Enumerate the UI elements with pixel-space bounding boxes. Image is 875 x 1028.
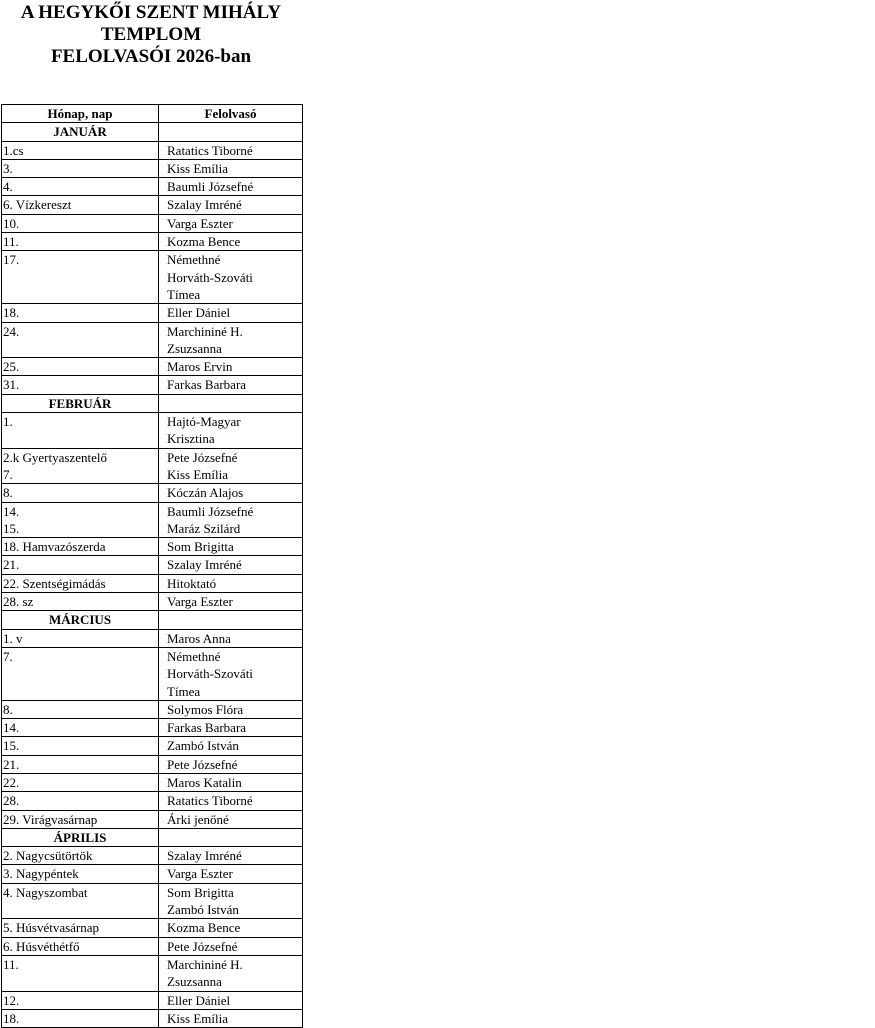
day-text: 1.cs: [3, 142, 24, 158]
reader-cell: [159, 214, 303, 232]
day-cell: [2, 647, 159, 700]
day-text: 15.: [3, 738, 20, 754]
reader-text: Szalay Imréné: [167, 197, 242, 213]
day-text: 11.: [3, 956, 19, 972]
reader-text: Farkas Barbara: [167, 720, 247, 736]
table-row: [2, 773, 303, 791]
empty-cell: [159, 828, 303, 846]
reader-text: Kozma Bence: [167, 234, 241, 250]
day-cell: [2, 214, 159, 232]
day-cell: [2, 322, 159, 358]
reader-cell: [159, 773, 303, 791]
reader-text: Farkas Barbara: [167, 377, 247, 393]
reader-text: Horváth-Szováti: [167, 666, 253, 682]
table-row: [2, 304, 303, 322]
day-cell: [2, 937, 159, 955]
day-text: 14.: [3, 503, 20, 519]
reader-cell: [159, 629, 303, 647]
reader-cell: [159, 376, 303, 394]
day-text: 3. Nagypéntek: [3, 866, 79, 882]
reader-cell: [159, 719, 303, 737]
reader-text: Hitoktató: [167, 575, 217, 591]
table-row: [2, 233, 303, 251]
empty-cell: [159, 611, 303, 629]
day-text: 8.: [3, 485, 13, 501]
day-cell: [2, 574, 159, 592]
table-row: [2, 700, 303, 718]
title-line: FELOLVASÓI 2026-ban: [50, 46, 252, 67]
table-row: [2, 502, 303, 538]
reader-text: Zambó István: [167, 738, 239, 754]
reader-text: Szalay Imréné: [167, 557, 242, 573]
reader-cell: [159, 251, 303, 304]
day-text: 24.: [3, 323, 20, 339]
reader-cell: [159, 233, 303, 251]
table-row: [2, 593, 303, 611]
title-line: TEMPLOM: [100, 24, 202, 45]
day-cell: [2, 376, 159, 394]
reader-cell: [159, 847, 303, 865]
reader-cell: [159, 593, 303, 611]
table-row: [2, 737, 303, 755]
reader-text: Pete Józsefné: [167, 449, 238, 465]
column-header-month-day: Hónap, nap: [2, 105, 159, 123]
day-cell: [2, 792, 159, 810]
reader-cell: [159, 937, 303, 955]
table-row: [2, 865, 303, 883]
day-cell: [2, 304, 159, 322]
reader-cell: [159, 700, 303, 718]
month-header-row: [2, 123, 303, 141]
table-row: [2, 792, 303, 810]
day-text: 4. Nagyszombat: [3, 884, 88, 900]
reader-cell: [159, 810, 303, 828]
table-row: [2, 574, 303, 592]
table-row: [2, 991, 303, 1009]
day-cell: [2, 251, 159, 304]
reader-text: Hajtó-Magyar: [167, 414, 241, 430]
reader-cell: [159, 647, 303, 700]
page-title: [0, 2, 302, 68]
day-text: 22.: [3, 774, 20, 790]
empty-cell: [159, 394, 303, 412]
table-row: [2, 214, 303, 232]
reader-cell: [159, 556, 303, 574]
day-text: 18.: [3, 1010, 20, 1026]
reader-text: Némethné: [167, 648, 221, 664]
reader-cell: [159, 1009, 303, 1027]
reader-text: Eller Dániel: [167, 305, 231, 321]
reader-cell: [159, 919, 303, 937]
table-row: [2, 448, 303, 484]
month-header-row: [2, 611, 303, 629]
reader-text: Ratatics Tiborné: [167, 142, 253, 158]
reader-text: Kozma Bence: [167, 920, 241, 936]
table-row: [2, 358, 303, 376]
readers-table: [1, 104, 303, 1028]
reader-cell: [159, 502, 303, 538]
reader-cell: [159, 413, 303, 449]
reader-cell: [159, 448, 303, 484]
day-cell: [2, 502, 159, 538]
month-name: MÁRCIUS: [2, 611, 159, 629]
day-text: 1.: [3, 414, 13, 430]
reader-cell: [159, 737, 303, 755]
reader-text: Som Brigitta: [167, 884, 234, 900]
day-cell: [2, 593, 159, 611]
day-cell: [2, 955, 159, 991]
day-text: 1. v: [3, 630, 23, 646]
reader-text: Maros Anna: [167, 630, 231, 646]
table-row: [2, 919, 303, 937]
day-cell: [2, 196, 159, 214]
reader-text: Kóczán Alajos: [167, 485, 244, 501]
day-text: 22. Szentségimádás: [3, 575, 106, 591]
table-row: [2, 556, 303, 574]
reader-cell: [159, 141, 303, 159]
table-row: [2, 755, 303, 773]
day-text: 21.: [3, 756, 20, 772]
day-cell: [2, 700, 159, 718]
day-text: 12.: [3, 992, 20, 1008]
day-cell: [2, 178, 159, 196]
reader-text: Varga Eszter: [167, 866, 233, 882]
day-cell: [2, 358, 159, 376]
reader-text: Krisztina: [167, 431, 215, 447]
day-cell: [2, 141, 159, 159]
reader-text: Zambó István: [167, 902, 239, 918]
reader-text: Maráz Szilárd: [167, 520, 241, 536]
reader-text: Kiss Emília: [167, 466, 229, 482]
reader-cell: [159, 196, 303, 214]
table-row: [2, 937, 303, 955]
reader-text: Baumli Józsefné: [167, 503, 254, 519]
reader-text: Baumli Józsefné: [167, 179, 254, 195]
table-row: [2, 251, 303, 304]
day-cell: [2, 484, 159, 502]
day-text: 28. sz: [3, 594, 34, 610]
reader-cell: [159, 484, 303, 502]
day-text: 6. Húsvéthétfő: [3, 938, 80, 954]
day-cell: [2, 233, 159, 251]
reader-text: Zsuzsanna: [167, 340, 222, 356]
day-text: 31.: [3, 377, 20, 393]
day-cell: [2, 991, 159, 1009]
day-cell: [2, 556, 159, 574]
day-text: 15.: [3, 520, 20, 536]
reader-cell: [159, 883, 303, 919]
reader-text: Kiss Emília: [167, 160, 229, 176]
table-row: [2, 810, 303, 828]
day-cell: [2, 1009, 159, 1027]
reader-cell: [159, 955, 303, 991]
column-header-reader: Felolvasó: [159, 105, 303, 123]
reader-cell: [159, 178, 303, 196]
day-cell: [2, 413, 159, 449]
day-text: 10.: [3, 215, 20, 231]
month-name: JANUÁR: [2, 123, 159, 141]
table-row: [2, 196, 303, 214]
table-row: [2, 883, 303, 919]
month-name: ÁPRILIS: [2, 828, 159, 846]
month-name: FEBRUÁR: [2, 394, 159, 412]
reader-text: Pete Józsefné: [167, 938, 238, 954]
table-row: [2, 376, 303, 394]
day-text: 7.: [3, 648, 13, 664]
reader-text: Árki jenőné: [167, 811, 229, 827]
reader-text: Eller Dániel: [167, 992, 231, 1008]
reader-text: Tímea: [167, 286, 201, 302]
day-text: 2.k Gyertyaszentelő: [3, 449, 107, 465]
reader-cell: [159, 304, 303, 322]
day-text: 11.: [3, 234, 19, 250]
table-row: [2, 647, 303, 700]
day-text: 29. Virágvasárnap: [3, 811, 98, 827]
reader-text: Pete Józsefné: [167, 756, 238, 772]
reader-cell: [159, 865, 303, 883]
table-row: [2, 413, 303, 449]
reader-text: Szalay Imréné: [167, 848, 242, 864]
day-cell: [2, 883, 159, 919]
table-row: [2, 322, 303, 358]
reader-cell: [159, 574, 303, 592]
day-cell: [2, 919, 159, 937]
reader-cell: [159, 358, 303, 376]
day-text: 18.: [3, 305, 20, 321]
reader-text: Ratatics Tiborné: [167, 793, 253, 809]
day-text: 28.: [3, 793, 20, 809]
day-cell: [2, 737, 159, 755]
day-text: 8.: [3, 701, 13, 717]
table-row: [2, 484, 303, 502]
day-text: 21.: [3, 557, 20, 573]
day-cell: [2, 773, 159, 791]
reader-text: Som Brigitta: [167, 539, 234, 555]
table-row: [2, 629, 303, 647]
day-text: 17.: [3, 252, 20, 268]
reader-cell: [159, 755, 303, 773]
table-row: [2, 847, 303, 865]
reader-text: Horváth-Szováti: [167, 269, 253, 285]
day-text: 5. Húsvétvasárnap: [3, 920, 100, 936]
reader-text: Solymos Flóra: [167, 701, 244, 717]
day-cell: [2, 719, 159, 737]
reader-text: Marchininé H.: [167, 956, 243, 972]
reader-text: Marchininé H.: [167, 323, 243, 339]
month-header-row: [2, 394, 303, 412]
reader-text: Maros Katalin: [167, 774, 242, 790]
table-body: [2, 123, 303, 1028]
day-cell: [2, 629, 159, 647]
day-cell: [2, 538, 159, 556]
empty-cell: [159, 123, 303, 141]
table-row: [2, 955, 303, 991]
day-cell: [2, 865, 159, 883]
reader-text: Némethné: [167, 252, 221, 268]
reader-cell: [159, 991, 303, 1009]
table-row: [2, 159, 303, 177]
reader-cell: [159, 159, 303, 177]
table-row: [2, 178, 303, 196]
reader-cell: [159, 792, 303, 810]
day-text: 2. Nagycsütörtök: [3, 848, 93, 864]
day-cell: [2, 847, 159, 865]
table-header-row: [2, 105, 303, 123]
reader-cell: [159, 538, 303, 556]
month-header-row: [2, 828, 303, 846]
reader-cell: [159, 322, 303, 358]
day-cell: [2, 755, 159, 773]
reader-text: Varga Eszter: [167, 594, 233, 610]
reader-text: Kiss Emília: [167, 1010, 229, 1026]
day-cell: [2, 448, 159, 484]
day-text: 18. Hamvazószerda: [3, 539, 106, 555]
table-row: [2, 538, 303, 556]
day-cell: [2, 159, 159, 177]
day-text: 6. Vízkereszt: [3, 197, 72, 213]
reader-text: Zsuzsanna: [167, 974, 222, 990]
day-cell: [2, 810, 159, 828]
table-row: [2, 1009, 303, 1027]
table-row: [2, 719, 303, 737]
day-text: 4.: [3, 179, 13, 195]
table-row: [2, 141, 303, 159]
reader-text: Varga Eszter: [167, 215, 233, 231]
day-text: 25.: [3, 359, 20, 375]
day-text: 7.: [3, 466, 13, 482]
day-text: 3.: [3, 160, 13, 176]
reader-text: Tímea: [167, 683, 201, 699]
day-text: 14.: [3, 720, 20, 736]
reader-text: Maros Ervin: [167, 359, 233, 375]
title-line: A HEGYKŐI SZENT MIHÁLY: [20, 2, 282, 23]
